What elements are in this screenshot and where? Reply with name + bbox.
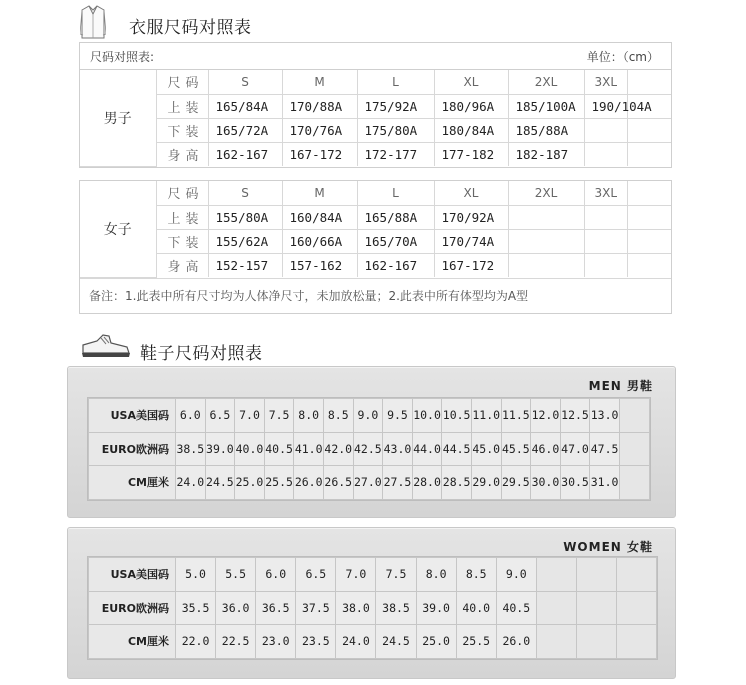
size-value-cell: 165/84A: [208, 94, 282, 118]
table-row: [80, 253, 671, 277]
size-header-l: L: [357, 70, 434, 94]
shoe-size-cell: 38.5: [176, 433, 205, 466]
shoe-size-cell: 9.5: [383, 399, 412, 432]
empty-cell: [577, 625, 616, 658]
shoes-section-title: 鞋子尺码对照表: [140, 344, 263, 364]
size-value-cell: 165/72A: [208, 118, 282, 142]
row-label: 上装: [156, 205, 208, 229]
clothing-note: 备注：1.此表中所有尺寸均为人体净尺寸，未加放松量；2.此表中所有体型均为A型: [80, 278, 671, 313]
shoe-size-cell: 27.0: [354, 466, 383, 499]
table-label: 尺码对照表:: [90, 49, 155, 64]
shirt-icon: [80, 4, 106, 40]
size-value-cell: [584, 205, 628, 229]
size-value-cell: 162-167: [208, 142, 282, 166]
size-value-cell: 172-177: [357, 142, 434, 166]
shoe-size-cell: 39.0: [206, 433, 235, 466]
size-value-cell: [584, 229, 628, 253]
shoe-size-cell: 27.5: [383, 466, 412, 499]
men-clothing-grid: [80, 70, 671, 167]
empty-cell: [628, 142, 672, 166]
shoe-size-cell: 28.5: [442, 466, 471, 499]
empty-cell: [620, 399, 649, 432]
shoe-size-cell: 12.5: [561, 399, 590, 432]
shoe-size-cell: 26.5: [324, 466, 353, 499]
shoe-size-cell: 42.5: [354, 433, 383, 466]
shoe-row-label: EURO欧洲码: [89, 592, 175, 625]
clothing-table-header: [80, 43, 671, 70]
shoe-icon: [79, 333, 131, 359]
women-clothing-table: [79, 180, 672, 314]
table-row: [89, 433, 649, 466]
shoe-size-cell: 28.0: [413, 466, 442, 499]
shoe-size-cell: 42.0: [324, 433, 353, 466]
size-value-cell: 190/104A: [584, 94, 628, 118]
row-label: 身高: [156, 142, 208, 166]
shoe-size-cell: 40.0: [235, 433, 264, 466]
table-row: [89, 399, 649, 432]
size-value-cell: 155/80A: [208, 205, 282, 229]
table-row: [80, 205, 671, 229]
empty-cell: [577, 558, 616, 591]
size-value-cell: 152-157: [208, 253, 282, 277]
shoe-size-cell: 10.5: [442, 399, 471, 432]
shoe-size-cell: 35.5: [176, 592, 215, 625]
shoe-size-cell: 12.0: [531, 399, 560, 432]
shoe-size-cell: 24.0: [336, 625, 375, 658]
empty-cell: [628, 118, 672, 142]
size-value-cell: [508, 253, 584, 277]
shoe-size-cell: 6.5: [296, 558, 335, 591]
shoe-size-cell: 38.0: [336, 592, 375, 625]
size-value-cell: 162-167: [357, 253, 434, 277]
empty-cell: [537, 592, 576, 625]
men-gender-label: 男子: [80, 70, 156, 166]
empty-cell: [628, 70, 672, 94]
row-label: 下装: [156, 229, 208, 253]
empty-cell: [537, 558, 576, 591]
table-row: [80, 229, 671, 253]
shoe-row-label: USA美国码: [89, 399, 175, 432]
size-value-cell: 155/62A: [208, 229, 282, 253]
size-header-l: L: [357, 181, 434, 205]
size-header-m: M: [282, 70, 357, 94]
size-value-cell: 170/74A: [434, 229, 508, 253]
table-row: [89, 558, 656, 591]
men-shoe-header: MEN 男鞋: [588, 379, 653, 393]
shoe-size-cell: 9.0: [497, 558, 536, 591]
size-value-cell: 180/84A: [434, 118, 508, 142]
shoe-size-cell: 8.0: [417, 558, 456, 591]
empty-cell: [617, 592, 656, 625]
shoe-size-cell: 44.0: [413, 433, 442, 466]
size-header-row: [80, 181, 671, 205]
size-value-cell: 160/84A: [282, 205, 357, 229]
size-header-3xl: 3XL: [584, 181, 628, 205]
shoe-size-cell: 13.0: [590, 399, 619, 432]
shoe-size-cell: 47.5: [590, 433, 619, 466]
shoe-size-cell: 5.0: [176, 558, 215, 591]
empty-cell: [628, 205, 672, 229]
shoe-size-cell: 37.5: [296, 592, 335, 625]
size-label: 尺码: [156, 70, 208, 94]
empty-cell: [628, 253, 672, 277]
shoe-size-cell: 29.5: [502, 466, 531, 499]
size-value-cell: 177-182: [434, 142, 508, 166]
size-value-cell: [584, 118, 628, 142]
empty-cell: [628, 181, 672, 205]
men-shoe-panel: [67, 366, 676, 518]
size-value-cell: 165/70A: [357, 229, 434, 253]
empty-cell: [617, 625, 656, 658]
size-value-cell: 180/96A: [434, 94, 508, 118]
empty-cell: [620, 433, 649, 466]
size-header-3xl: 3XL: [584, 70, 628, 94]
size-value-cell: 185/88A: [508, 118, 584, 142]
shoe-size-cell: 47.0: [561, 433, 590, 466]
empty-cell: [577, 592, 616, 625]
shoe-size-cell: 8.5: [324, 399, 353, 432]
size-label: 尺码: [156, 181, 208, 205]
women-shoe-header: WOMEN 女鞋: [563, 540, 653, 554]
table-row: [80, 94, 671, 118]
row-label: 下装: [156, 118, 208, 142]
size-value-cell: 170/76A: [282, 118, 357, 142]
shoe-size-cell: 7.5: [265, 399, 294, 432]
shoe-size-cell: 25.0: [235, 466, 264, 499]
shoe-size-cell: 23.0: [256, 625, 295, 658]
men-clothing-table: [79, 42, 672, 168]
shoe-size-cell: 24.5: [206, 466, 235, 499]
size-header-row: [80, 70, 671, 94]
size-header-s: S: [208, 70, 282, 94]
size-value-cell: 185/100A: [508, 94, 584, 118]
shoe-size-cell: 29.0: [472, 466, 501, 499]
empty-cell: [617, 558, 656, 591]
shoe-row-label: CM厘米: [89, 466, 175, 499]
shoe-size-cell: 5.5: [216, 558, 255, 591]
size-value-cell: [508, 205, 584, 229]
shoe-size-cell: 38.5: [376, 592, 415, 625]
size-value-cell: 157-162: [282, 253, 357, 277]
size-value-cell: 167-172: [282, 142, 357, 166]
shoe-size-cell: 24.0: [176, 466, 205, 499]
shoe-size-cell: 31.0: [590, 466, 619, 499]
clothing-section-title: 衣服尺码对照表: [129, 18, 252, 38]
table-row: [80, 118, 671, 142]
size-value-cell: [508, 229, 584, 253]
shoe-row-label: CM厘米: [89, 625, 175, 658]
row-label: 身高: [156, 253, 208, 277]
shoe-size-cell: 26.0: [294, 466, 323, 499]
size-header-m: M: [282, 181, 357, 205]
empty-cell: [537, 625, 576, 658]
shoe-size-cell: 6.5: [206, 399, 235, 432]
shoe-size-cell: 46.0: [531, 433, 560, 466]
women-clothing-grid: [80, 181, 671, 278]
size-value-cell: 175/80A: [357, 118, 434, 142]
shoe-size-cell: 41.0: [294, 433, 323, 466]
shoe-size-cell: 7.0: [336, 558, 375, 591]
row-label: 上装: [156, 94, 208, 118]
shoe-size-cell: 30.0: [531, 466, 560, 499]
size-value-cell: 165/88A: [357, 205, 434, 229]
shoe-size-cell: 23.5: [296, 625, 335, 658]
shoe-row-label: EURO欧洲码: [89, 433, 175, 466]
shoe-size-cell: 36.0: [216, 592, 255, 625]
table-row: [89, 625, 656, 658]
size-value-cell: 170/88A: [282, 94, 357, 118]
shoe-size-cell: 44.5: [442, 433, 471, 466]
shoe-size-cell: 36.5: [256, 592, 295, 625]
shoe-size-cell: 11.5: [502, 399, 531, 432]
shoe-size-cell: 30.5: [561, 466, 590, 499]
size-header-2xl: 2XL: [508, 70, 584, 94]
empty-cell: [628, 229, 672, 253]
size-value-cell: [584, 253, 628, 277]
size-value-cell: 160/66A: [282, 229, 357, 253]
table-row: [80, 142, 671, 166]
empty-cell: [620, 466, 649, 499]
shoe-size-cell: 11.0: [472, 399, 501, 432]
shoe-size-cell: 25.0: [417, 625, 456, 658]
size-value-cell: 167-172: [434, 253, 508, 277]
shoe-size-cell: 45.0: [472, 433, 501, 466]
women-shoe-panel: [67, 527, 676, 679]
size-header-xl: XL: [434, 181, 508, 205]
size-header-2xl: 2XL: [508, 181, 584, 205]
shoe-size-cell: 22.0: [176, 625, 215, 658]
shoe-size-cell: 8.5: [457, 558, 496, 591]
shoe-size-cell: 40.5: [265, 433, 294, 466]
shoe-size-cell: 9.0: [354, 399, 383, 432]
shoe-size-cell: 8.0: [294, 399, 323, 432]
unit-label: 单位：（cm）: [586, 49, 659, 64]
shoe-size-cell: 22.5: [216, 625, 255, 658]
shoe-size-cell: 25.5: [457, 625, 496, 658]
shoe-size-cell: 25.5: [265, 466, 294, 499]
size-value-cell: 182-187: [508, 142, 584, 166]
shoe-size-cell: 40.5: [497, 592, 536, 625]
size-value-cell: [584, 142, 628, 166]
shoe-size-cell: 24.5: [376, 625, 415, 658]
size-value-cell: 170/92A: [434, 205, 508, 229]
table-row: [89, 466, 649, 499]
shoe-size-cell: 43.0: [383, 433, 412, 466]
men-shoe-grid: [87, 397, 651, 501]
table-row: [89, 592, 656, 625]
shoe-size-cell: 26.0: [497, 625, 536, 658]
shoe-size-cell: 7.0: [235, 399, 264, 432]
shoe-size-cell: 6.0: [256, 558, 295, 591]
size-header-s: S: [208, 181, 282, 205]
shoe-size-cell: 40.0: [457, 592, 496, 625]
shoe-size-cell: 7.5: [376, 558, 415, 591]
shoe-row-label: USA美国码: [89, 558, 175, 591]
shoe-size-cell: 45.5: [502, 433, 531, 466]
size-header-xl: XL: [434, 70, 508, 94]
size-value-cell: 175/92A: [357, 94, 434, 118]
women-gender-label: 女子: [80, 181, 156, 277]
shoe-size-cell: 39.0: [417, 592, 456, 625]
shoe-size-cell: 6.0: [176, 399, 205, 432]
shoe-size-cell: 10.0: [413, 399, 442, 432]
women-shoe-grid: [87, 556, 658, 660]
